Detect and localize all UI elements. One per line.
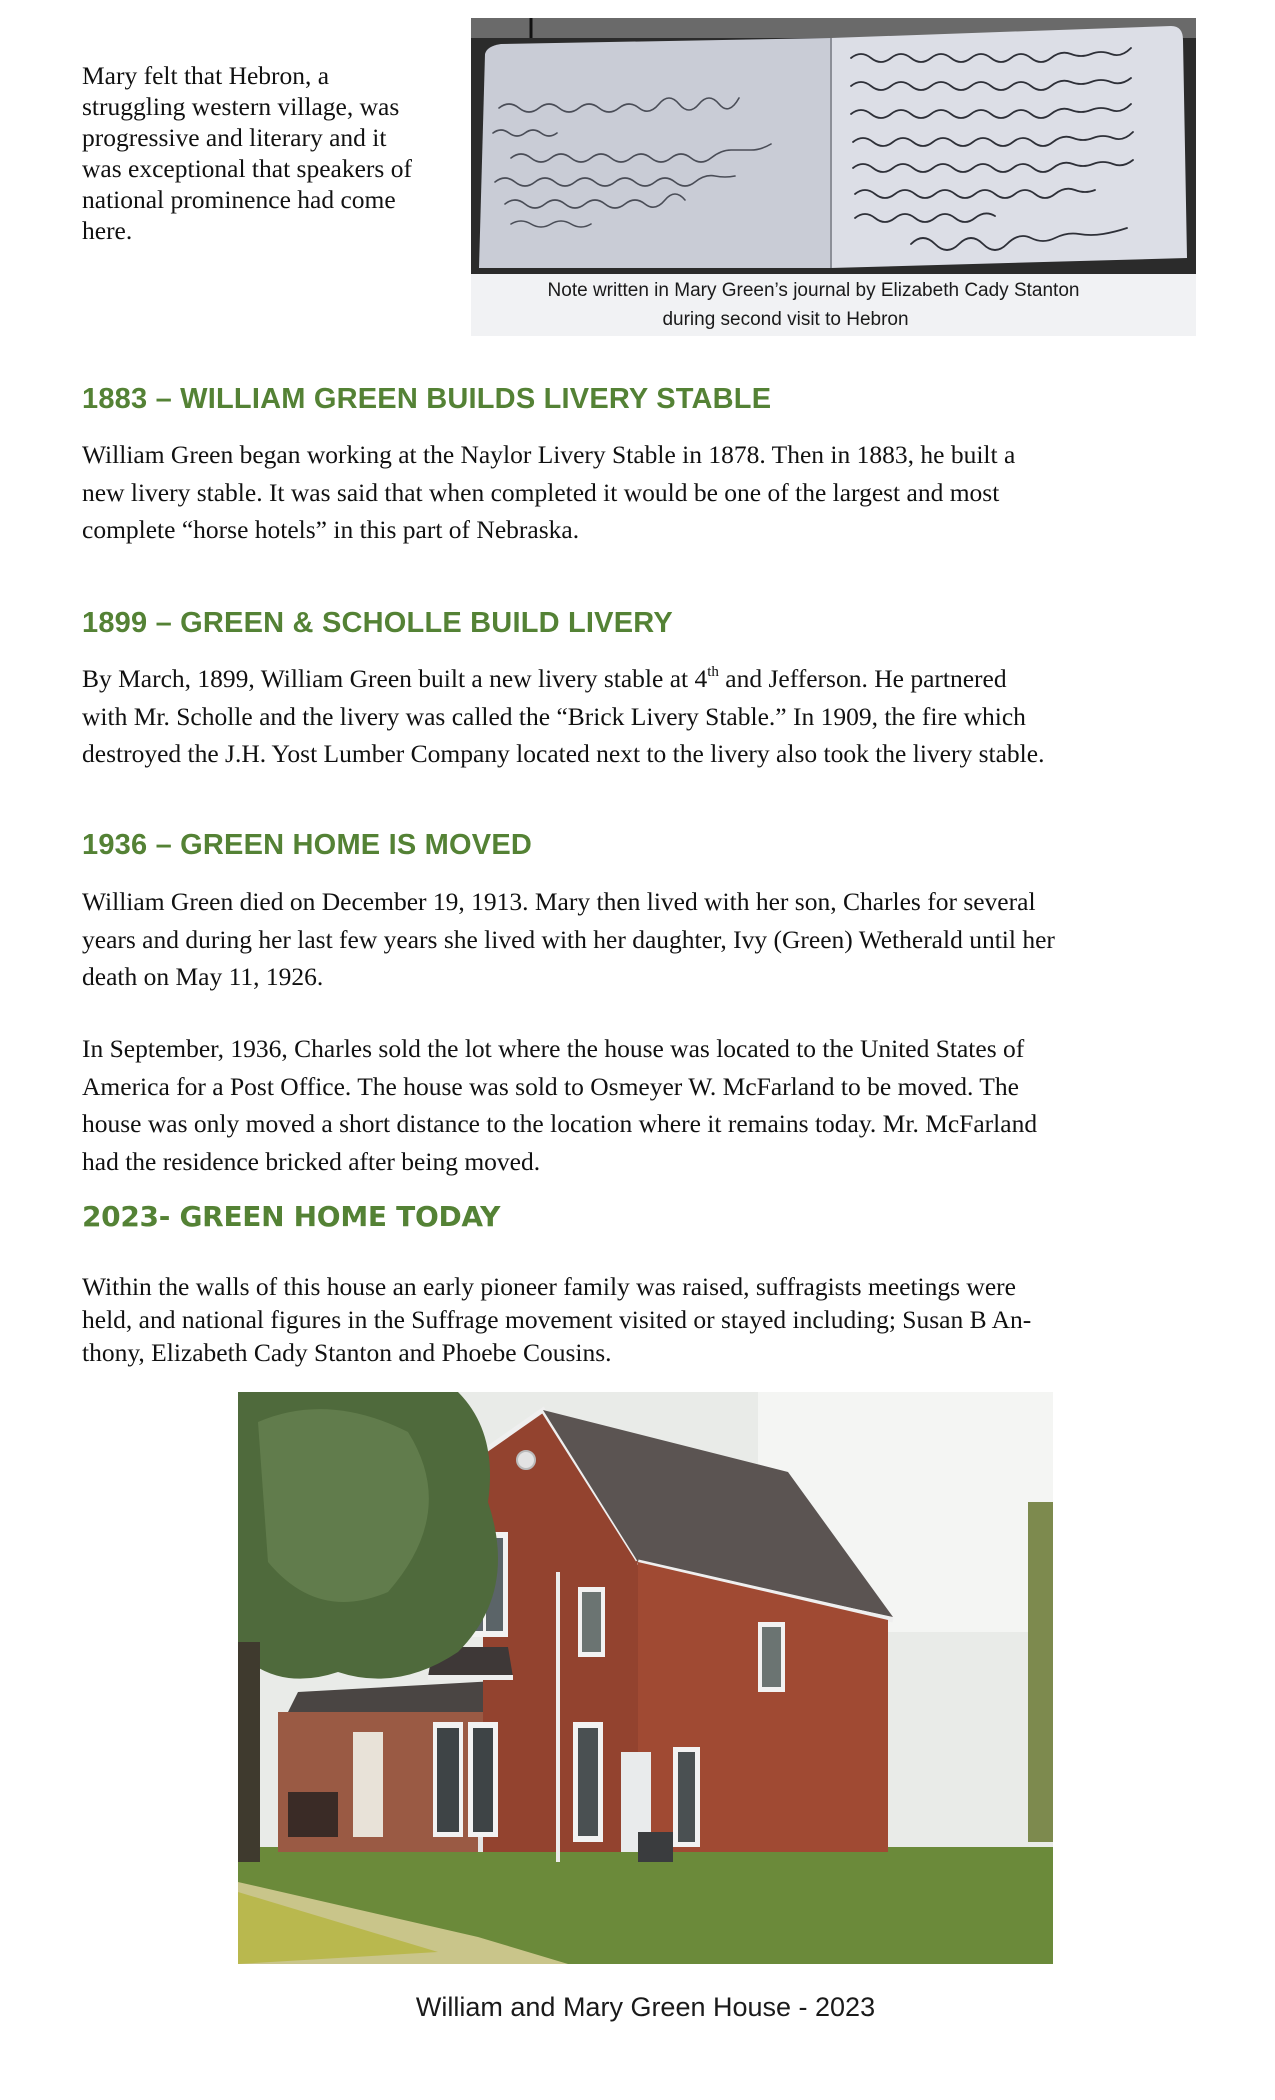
journal-image xyxy=(471,18,1196,274)
paragraph-line: In September, 1936, Charles sold the lot where the house was located to the United States of xyxy=(82,1034,1025,1063)
paragraph-line: house was only moved a short distance to the location where it remains today. Mr. McFarland xyxy=(82,1109,1038,1138)
paragraph-line: with Mr. Scholle and the livery was called the “Brick Livery Stable.” In 1909, the fire which xyxy=(82,701,1026,731)
section-heading-2023: 2023- GREEN HOME TODAY xyxy=(82,1200,501,1233)
journal-figure xyxy=(471,18,1196,336)
section-1883-paragraph xyxy=(82,436,1202,549)
section-2023-paragraph xyxy=(82,1270,1202,1369)
paragraph-line: William Green died on December 19, 1913. Mary then lived with her son, Charles for several xyxy=(82,887,1036,916)
section-heading-1899: 1899 – GREEN & SCHOLLE BUILD LIVERY xyxy=(82,607,673,639)
house-caption: William and Mary Green House - 2023 xyxy=(415,1992,876,2022)
journal-photo xyxy=(471,18,1196,274)
line-text: and Jefferson. He partnered xyxy=(718,664,1007,693)
journal-caption-line2: during second visit to Hebron xyxy=(662,309,909,330)
section-heading-1936: 1936 – GREEN HOME IS MOVED xyxy=(82,829,532,861)
intro-line: national prominence had come xyxy=(82,185,396,214)
paragraph-line: thony, Elizabeth Cady Stanton and Phoebe Cousins. xyxy=(82,1338,612,1367)
paragraph-line xyxy=(82,660,1202,698)
intro-line: here. xyxy=(82,216,133,245)
intro-line: progressive and literary and it xyxy=(82,123,387,152)
section-1936-paragraph-1 xyxy=(82,883,1202,996)
paragraph-line: destroyed the J.H. Yost Lumber Company located next to the livery also took the livery stable. xyxy=(82,739,1045,768)
paragraph-line: held, and national figures in the Suffrage movement visited or stayed including; Susan B An- xyxy=(82,1305,1032,1334)
superscript-ordinal: th xyxy=(707,663,719,680)
paragraph-line: William Green began working at the Naylor Livery Stable in 1878. Then in 1883, he built a xyxy=(82,440,1016,469)
intro-line: was exceptional that speakers of xyxy=(82,154,412,183)
section-1936-paragraph-2 xyxy=(82,1030,1202,1180)
house-image xyxy=(238,1392,1053,1964)
line-text: By March, 1899, William Green built a new livery stable at 4 xyxy=(82,664,708,693)
section-1899-paragraph xyxy=(82,660,1202,773)
paragraph-line: America for a Post Office. The house was sold to Osmeyer W. McFarland to be moved. The xyxy=(82,1071,1019,1101)
paragraph-line: complete “horse hotels” in this part of Nebraska. xyxy=(82,515,580,544)
paragraph-line: new livery stable. It was said that when completed it would be one of the largest and most xyxy=(82,477,1000,507)
journal-caption-line1: Note written in Mary Green’s journal by Elizabeth Cady Stanton xyxy=(547,280,1080,301)
section-heading-1883: 1883 – WILLIAM GREEN BUILDS LIVERY STABLE xyxy=(82,383,772,415)
intro-line: struggling western village, was xyxy=(82,92,400,121)
paragraph-line: years and during her last few years she lived with her daughter, Ivy (Green) Wetherald until her xyxy=(82,924,1055,954)
paragraph-line: death on May 11, 1926. xyxy=(82,962,324,991)
paragraph-line: had the residence bricked after being moved. xyxy=(82,1146,541,1176)
journal-caption xyxy=(471,274,1196,336)
intro-line: Mary felt that Hebron, a xyxy=(82,61,330,90)
paragraph-line: Within the walls of this house an early pioneer family was raised, suffragists meetings were xyxy=(82,1272,1016,1301)
intro-paragraph xyxy=(82,60,472,246)
house-photo xyxy=(238,1392,1053,1964)
